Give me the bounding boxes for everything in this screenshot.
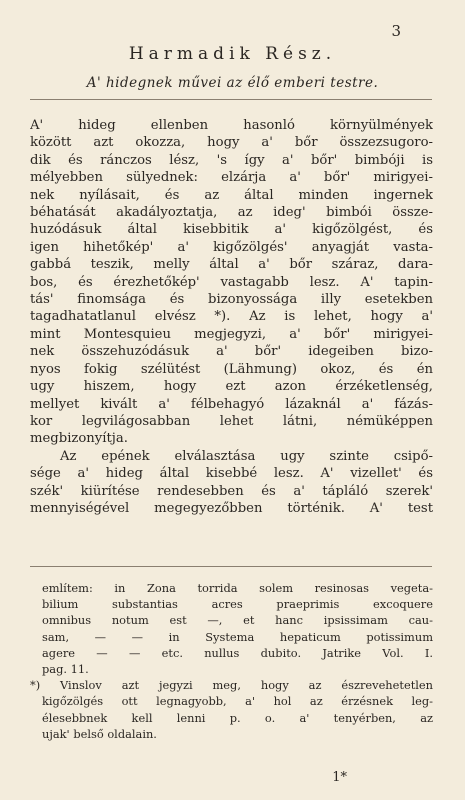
footnote-line: agere — — etc. nullus dubito. Jatrike Vol. I. [42, 645, 433, 660]
body-line: tagadhatatlanul elvész *). Az is lehet, hogy a' [30, 309, 433, 325]
body-line: tás' finomsága és bizonyossága illy esetekben [30, 292, 433, 308]
footnote-line: kigőzölgés ott legnagyobb, a' hol az érzésnek leg- [42, 694, 433, 709]
footnote-line: sam, — — in Systema hepaticum potissimum [42, 629, 433, 644]
body-line: Az epének elválasztása ugy szinte csipő- [60, 448, 433, 464]
heading-rule [30, 99, 432, 100]
body-line: mint Montesquieu megjegyzi, a' bőr' mirigyei- [30, 326, 433, 342]
body-line: megbizonyítja. [30, 431, 128, 447]
footnote-rule [30, 566, 432, 567]
body-line: mélyebben sülyednek: elzárja a' bőr' mirigyei- [30, 170, 433, 186]
body-line: ugy hiszem, hogy ezt azon érzéketlenség, [30, 379, 433, 395]
footnote-line: bilium substantias acres praeprimis excoquere [42, 597, 433, 612]
body-line: mellyet kivált a' félbehagyó lázaknál a' fázás- [30, 396, 433, 412]
body-line: nek nyílásait, és az által minden ingernek [30, 187, 433, 203]
footnote-line: élesebbnek kell lenni p. o. a' tenyérben, az [42, 710, 433, 725]
body-line: nyos fokig szélütést (Lähmung) okoz, és én [30, 361, 433, 377]
printer-signature-mark: 1* [332, 770, 347, 785]
footnote-line: említem: in Zona torrida solem resinosas vegeta- [42, 581, 433, 595]
body-line: szék' kiürítése rendesebben és a' tápláló szerek' [30, 483, 433, 499]
footnote-line: pag. 11. [42, 662, 89, 677]
page-number: 3 [391, 22, 401, 40]
body-line: bos, és érezhetőkép' vastagabb lesz. A' tapin- [30, 274, 433, 290]
body-line: kor legvilágosabban lehet látni, némüképpen [30, 413, 433, 429]
body-line: huzódásuk által kisebbitik a' kigőzölgést, és [30, 222, 433, 238]
body-line: között azt okozza, hogy a' bőr összezsugoro- [30, 135, 433, 151]
body-line: A' hideg ellenben hasonló környülmények [30, 118, 433, 133]
body-line: nek összehuzódásuk a' bőr' idegeiben bizo- [30, 344, 433, 360]
body-line: mennyiségével megegyezőbben történik. A' test [30, 500, 433, 516]
footnotes [30, 580, 433, 742]
body-text [30, 117, 433, 517]
footnote-line: omnibus notum est —, et hanc ipsissimam cau- [42, 613, 433, 628]
section-subheading: A' hidegnek művei az élő emberi testre. [86, 75, 379, 91]
body-line: gabbá teszik, melly által a' bőr száraz, dara- [30, 257, 433, 273]
body-line: dik és ránczos lész, 's így a' bőr' bimbóji is [30, 152, 433, 168]
body-line: béhatását akadályoztatja, az ideg' bimbói össze- [30, 205, 433, 221]
footnote-line: *) Vinslov azt jegyzi meg, hogy az észrevehetetlen [30, 678, 433, 693]
footnote-line: ujak' belső oldalain. [42, 726, 157, 741]
section-heading: Harmadik Rész. [128, 44, 337, 64]
body-line: sége a' hideg által kisebbé lesz. A' vizellet' és [30, 466, 433, 482]
body-line: igen hihetőkép' a' kigőzölgés' anyagját vasta- [30, 239, 433, 255]
